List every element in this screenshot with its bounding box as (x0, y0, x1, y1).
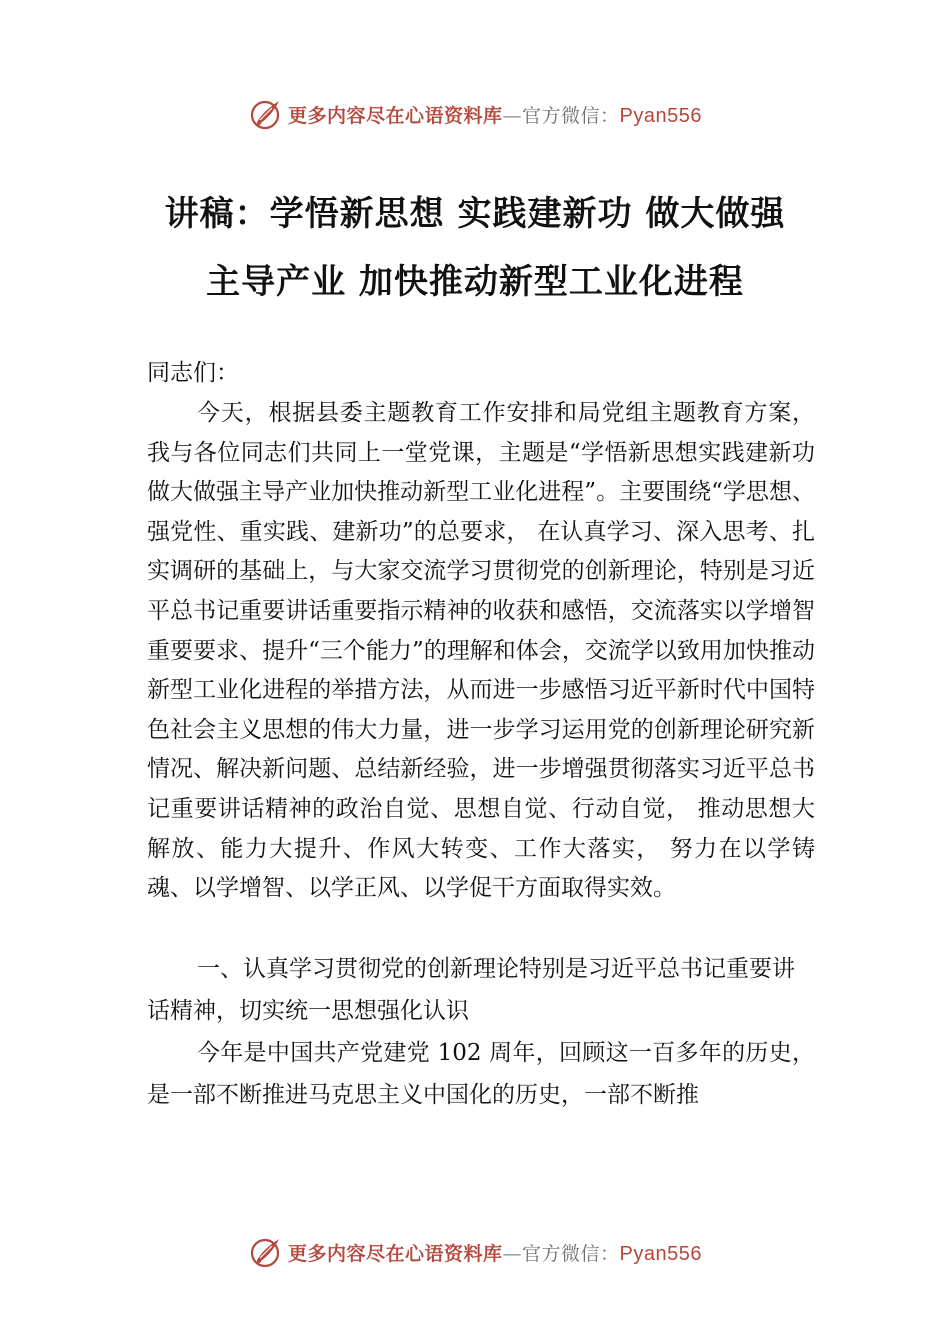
watermark-banner-bottom (0, 1232, 950, 1272)
watermark-banner-top (0, 94, 950, 134)
quill-logo-icon (248, 1234, 284, 1270)
document-title-line-1: 讲稿：学悟新思想 实践建新功 做大做强 (164, 194, 786, 234)
watermark-text (288, 1239, 702, 1266)
watermark-wechat-label: 官方微信： (522, 104, 620, 127)
section-heading-1: 一、认真学习贯彻党的创新理论特别是习近平总书记重要讲话精神，切实统一思想强化认识 (147, 956, 795, 1024)
paragraph-intro: 今天，根据县委主题教育工作安排和局党组主题教育方案，我与各位同志们共同上一堂党课，主题是“学悟新思想实践建新功做大做强主导产业加快推动新型工业化进程”。主要围绕“学思想、强党性、重实践、建新功”的总要求， 在认真学习、深入思考、扎实调研的基础上，与大家交流学习贯彻党的创新理论，特别是习近平总书记重要讲话重要指示精神的收获和感悟，交流落实以学增智重要要求、提升“三个能力”的理解和体会，交流学以致用加快推动新型工业化进程的举措方法，从而进一步感悟习近平新时代中国特色社会主义思想的伟大力量，进一步学习运用党的创新理论研究新情况、解决新问题、总结新经验，进一步增强贯彻落实习近平总书记重要讲话精神的政治自觉、思想自觉、行动自觉， 推动思想大解放、能力大提升、作风大转变、工作大落实， 努力在以学铸魂、以学增智、以学正风、以学促干方面取得实效。 (147, 400, 815, 902)
watermark-separator: — (502, 104, 523, 127)
watermark-separator: — (502, 1242, 523, 1265)
paragraph-section-1: 今年是中国共产党建党 102 周年，回顾这一百多年的历史，是一部不断推进马克思主义中国化的历史，一部不断推 (147, 1040, 815, 1108)
document-title-line-2: 主导产业 加快推动新型工业化进程 (206, 262, 744, 302)
watermark-text (288, 101, 702, 128)
greeting: 同志们： (147, 360, 239, 386)
watermark-brand: 更多内容尽在心语资料库 (288, 104, 503, 127)
watermark-wechat-id: Pyan556 (619, 104, 702, 127)
watermark-brand: 更多内容尽在心语资料库 (288, 1242, 503, 1265)
watermark-wechat-id: Pyan556 (619, 1242, 702, 1265)
quill-logo-icon (248, 96, 284, 132)
watermark-wechat-label: 官方微信： (522, 1242, 620, 1265)
